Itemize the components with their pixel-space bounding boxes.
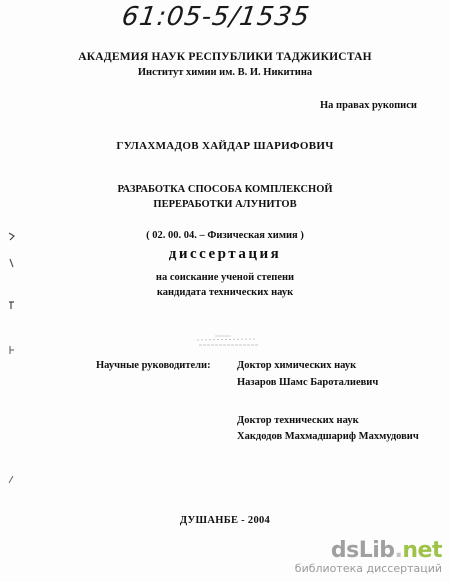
- author-name: ГУЛАХМАДОВ ХАЙДАР ШАРИФОВИЧ: [116, 140, 334, 152]
- scan-mark: [8, 258, 16, 268]
- manuscript-rights: На правах рукописи: [320, 100, 417, 111]
- supervisor-2-degree: Доктор технических наук: [237, 415, 359, 426]
- logo-dot: .: [394, 538, 403, 563]
- scan-mark: [8, 300, 16, 310]
- city-year: ДУШАНБЕ - 2004: [179, 515, 271, 526]
- dslib-logo: [295, 540, 442, 562]
- supervisor-1-degree: Доктор химических наук: [237, 360, 357, 371]
- degree-line-2: кандидата технических наук: [156, 287, 294, 298]
- supervisor-1-name: Назаров Шамс Бароталиевич: [237, 377, 379, 388]
- work-type-heading: диссертация: [168, 246, 282, 262]
- scan-mark: [8, 475, 16, 485]
- title-line-2: ПЕРЕРАБОТКИ АЛУНИТОВ: [153, 199, 297, 210]
- title-line-1: РАЗРАБОТКА СПОСОБА КОМПЛЕКСНОЙ: [117, 184, 333, 195]
- scan-mark: [8, 232, 16, 242]
- watermark-subtitle: библиотека диссертаций: [294, 562, 442, 575]
- logo-main: dsLib: [330, 538, 395, 563]
- supervisors-label: Научные руководители:: [96, 360, 211, 371]
- supervisor-2-name: Хакдодов Махмадшариф Махмудович: [237, 431, 419, 442]
- scan-mark: [8, 345, 16, 355]
- specialty-code: ( 02. 00. 04. – Физическая химия ): [146, 230, 304, 241]
- logo-tld: net: [402, 538, 442, 563]
- archive-code: 61:05-5/1535: [119, 2, 312, 32]
- degree-line-1: на соискание ученой степени: [155, 272, 295, 283]
- dslib-watermark: [295, 540, 442, 576]
- institute-name: Институт химии им. В. И. Никитина: [137, 67, 313, 78]
- academy-name: АКАДЕМИЯ НАУК РЕСПУБЛИКИ ТАДЖИКИСТАН: [78, 51, 372, 63]
- faint-stamp: [195, 335, 261, 349]
